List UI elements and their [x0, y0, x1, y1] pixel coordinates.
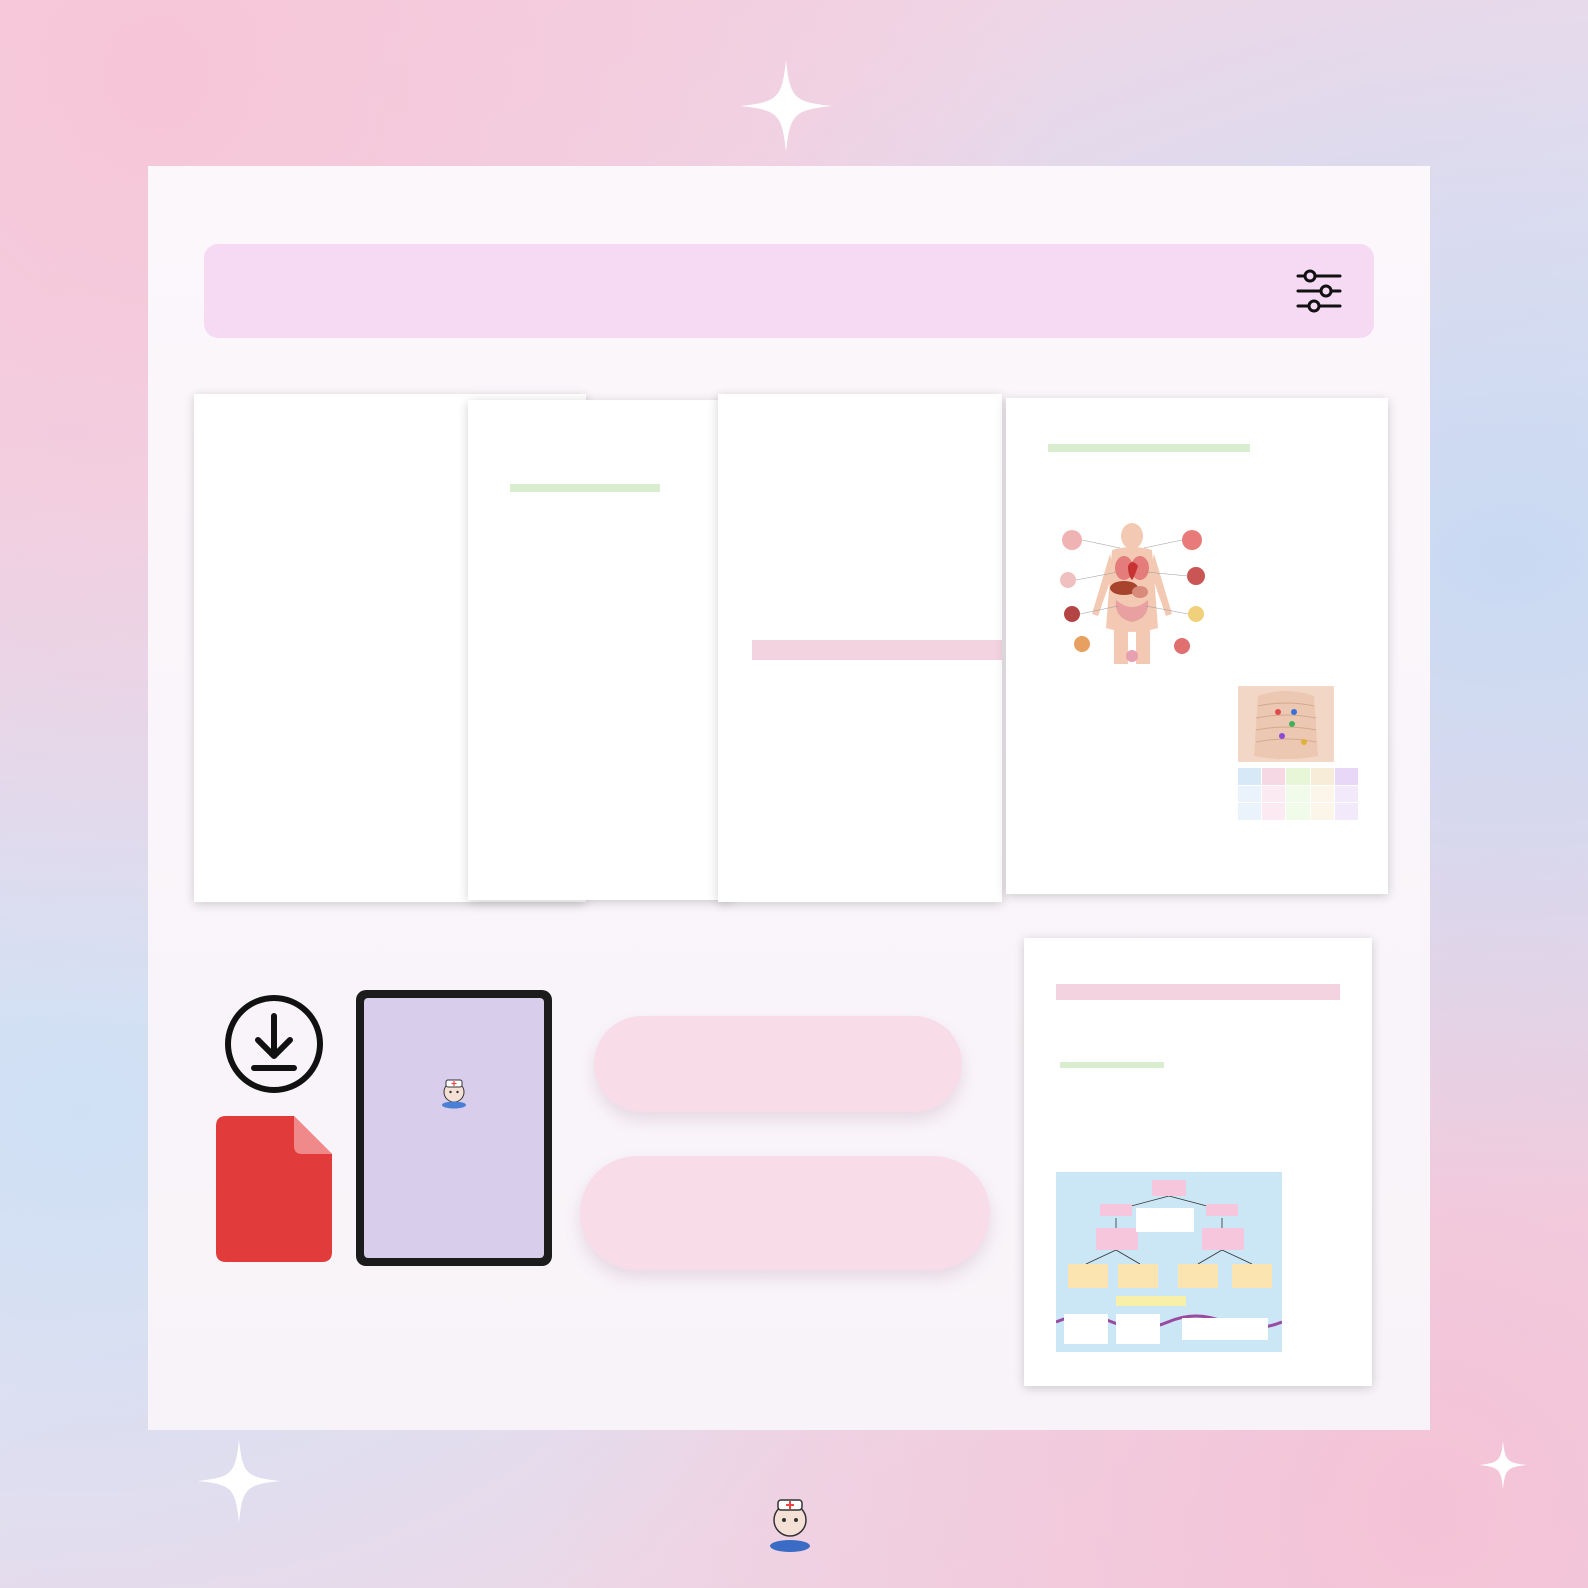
- sparkle-icon: [196, 1438, 282, 1524]
- dka-page: [718, 394, 1002, 902]
- valve-table: [1238, 768, 1358, 820]
- acid-base-flowchart: [1056, 1172, 1282, 1352]
- brand-logo: [434, 1070, 474, 1110]
- normal-values-box: [1060, 1062, 1164, 1068]
- brand-logo: [744, 1468, 836, 1560]
- rhythm-page: [468, 400, 732, 900]
- privacy-note: [1048, 444, 1250, 452]
- sparkle-icon: [738, 58, 834, 154]
- includes-pill: [594, 1016, 962, 1112]
- lecture-1-bar: [1056, 984, 1340, 1000]
- download-icon[interactable]: [224, 994, 324, 1094]
- lecture-6-bar: [752, 640, 1002, 660]
- product-card: [148, 166, 1430, 1430]
- pdf-file-icon: [216, 1116, 332, 1262]
- title-bar: [204, 244, 1374, 338]
- acid-base-page: [1024, 938, 1372, 1386]
- keyword-box: [510, 484, 660, 492]
- tablet-screen: [364, 998, 544, 1258]
- human-body-diagram: [1052, 518, 1212, 666]
- anatomy-page: [1006, 398, 1388, 894]
- chest-valves-diagram: [1238, 686, 1334, 762]
- sliders-icon[interactable]: [1296, 268, 1342, 314]
- tablet-mockup: [356, 990, 552, 1266]
- sparkle-icon: [1478, 1440, 1528, 1490]
- in-depth-pill: [580, 1156, 990, 1270]
